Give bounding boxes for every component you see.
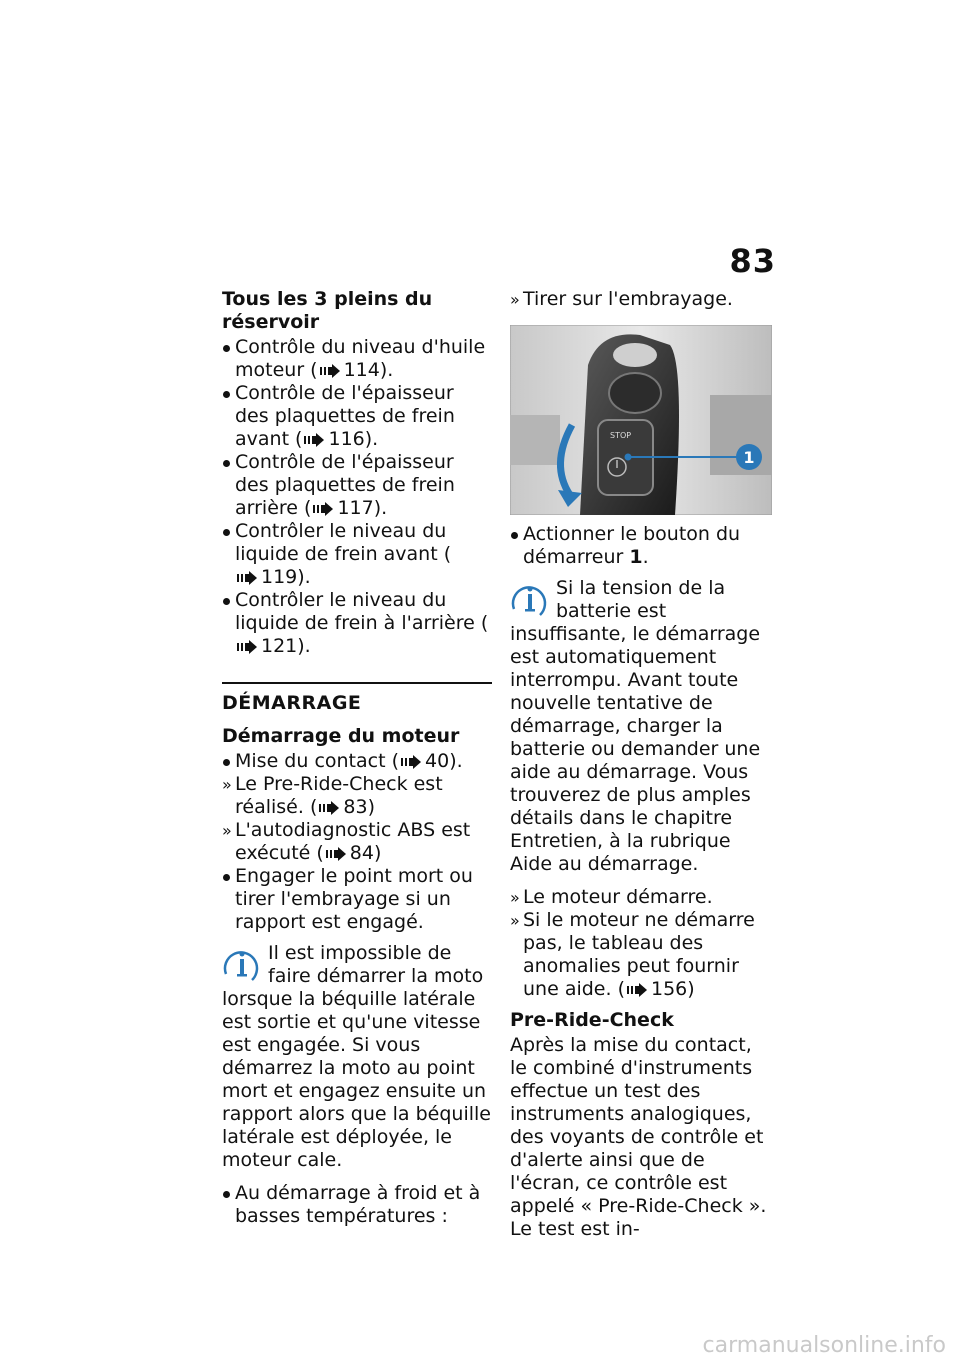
page-reference[interactable]: 40 [399,750,449,772]
page-reference[interactable]: 83 [317,796,367,818]
list-item: » Si le moteur ne démarre pas, le tableau des anomalies peut fournir une aide. ( 156) [510,909,755,1000]
left-column [222,288,492,1236]
page-ref-arrow-icon [320,364,340,378]
info-icon [510,579,550,619]
info-note [222,942,492,1172]
cold-start-steps [222,1182,492,1228]
page-reference[interactable]: 117 [311,497,373,519]
page-ref-arrow-icon [319,801,339,815]
result-marker-icon: » [222,775,232,794]
list-item: Contrôler le niveau du liquide de frein avant (119). [222,520,492,589]
list-item: » L'autodiagnostic ABS est exécuté ( 84) [222,819,471,864]
page-ref-arrow-icon [304,433,324,447]
refuel-checklist [222,336,492,658]
section-title-engine-start: Démarrage du moteur [222,725,460,747]
info-note-text: Si la tension de la batterie est insuffisante, le démarrage est automatiquement interrompu. Avant toute nouvelle tentative de démarrage, charger la batterie ou demander une aide au démarrage. Vous trouverez de plus amples détails dans le chapitre Entretien, à la rubrique Aide au démarrage. [510,577,761,875]
list-item: Mise du contact ( 40). [222,750,492,773]
list-item: Engager le point mort ou tirer l'embrayage si un rapport est engagé. [222,865,492,934]
list-item: » Le Pre-Ride-Check est réalisé. ( 83) [222,773,443,818]
engine-start-steps [222,750,492,934]
list-item: Contrôler le niveau du liquide de frein à l'arrière (121). [222,589,492,658]
starter-step [510,523,772,569]
list-item: Au démarrage à froid et à basses températures : [222,1182,492,1228]
result-marker-icon: » [222,821,232,840]
list-item: Contrôle de l'épaisseur des plaquettes de frein arrière ( 117). [222,451,492,520]
section-title-refuel: Tous les 3 pleins du réservoir [222,288,433,333]
pre-ride-check-text: Après la mise du contact, le combiné d'instruments effectue un test des instruments analogiques, des voyants de contrôle et d'alerte ainsi que de l'écran, ce contrôle est appelé « Pre-Ride-Check ». Le test est in- [510,1034,767,1240]
info-icon [222,944,262,984]
list-item: Contrôle de l'épaisseur des plaquettes de frein avant ( 116). [222,382,492,451]
chapter-title: DÉMARRAGE [222,682,492,715]
result-marker-icon: » [510,290,520,309]
page-reference[interactable]: 121 [235,635,297,657]
result-marker-icon: » [510,888,520,907]
page-ref-arrow-icon [401,755,421,769]
section-title-pre-ride-check: Pre-Ride-Check [510,1009,674,1031]
right-column [510,288,772,1247]
info-note-text: Il est impossible de faire démarrer la moto lorsque la béquille latérale est sortie et qu'une vitesse est engagée. Si vous démarrez la moto au point mort et engagez ensuite un rapport alors que la béquille latérale est déployée, le moteur cale. [222,942,491,1171]
stop-label: STOP [610,431,632,440]
page-ref-arrow-icon [326,847,346,861]
info-note [510,577,772,876]
page-ref-arrow-icon [237,571,257,585]
result-marker-icon: » [510,911,520,930]
page-reference[interactable]: 114 [318,359,380,381]
watermark: carmanualsonline.info [702,1333,946,1358]
page-number: 83 [729,242,776,280]
list-item: Contrôle du niveau d'huile moteur ( 114). [222,336,492,382]
page-reference[interactable]: 84 [324,842,374,864]
clutch-step [510,288,772,311]
page-reference[interactable]: 116 [302,428,364,450]
list-item: » Tirer sur l'embrayage. [510,288,733,310]
page-reference[interactable]: 119 [235,566,297,588]
page-ref-arrow-icon [313,502,333,516]
callout-number: 1 [743,448,755,467]
start-results [510,886,772,1001]
page-ref-arrow-icon [627,983,647,997]
starter-button-photo [510,325,772,515]
list-item: Actionner le bouton du démarreur 1. [510,523,772,569]
page-reference[interactable]: 156 [625,978,687,1000]
list-item: » Le moteur démarre. [510,886,713,908]
page-ref-arrow-icon [237,640,257,654]
